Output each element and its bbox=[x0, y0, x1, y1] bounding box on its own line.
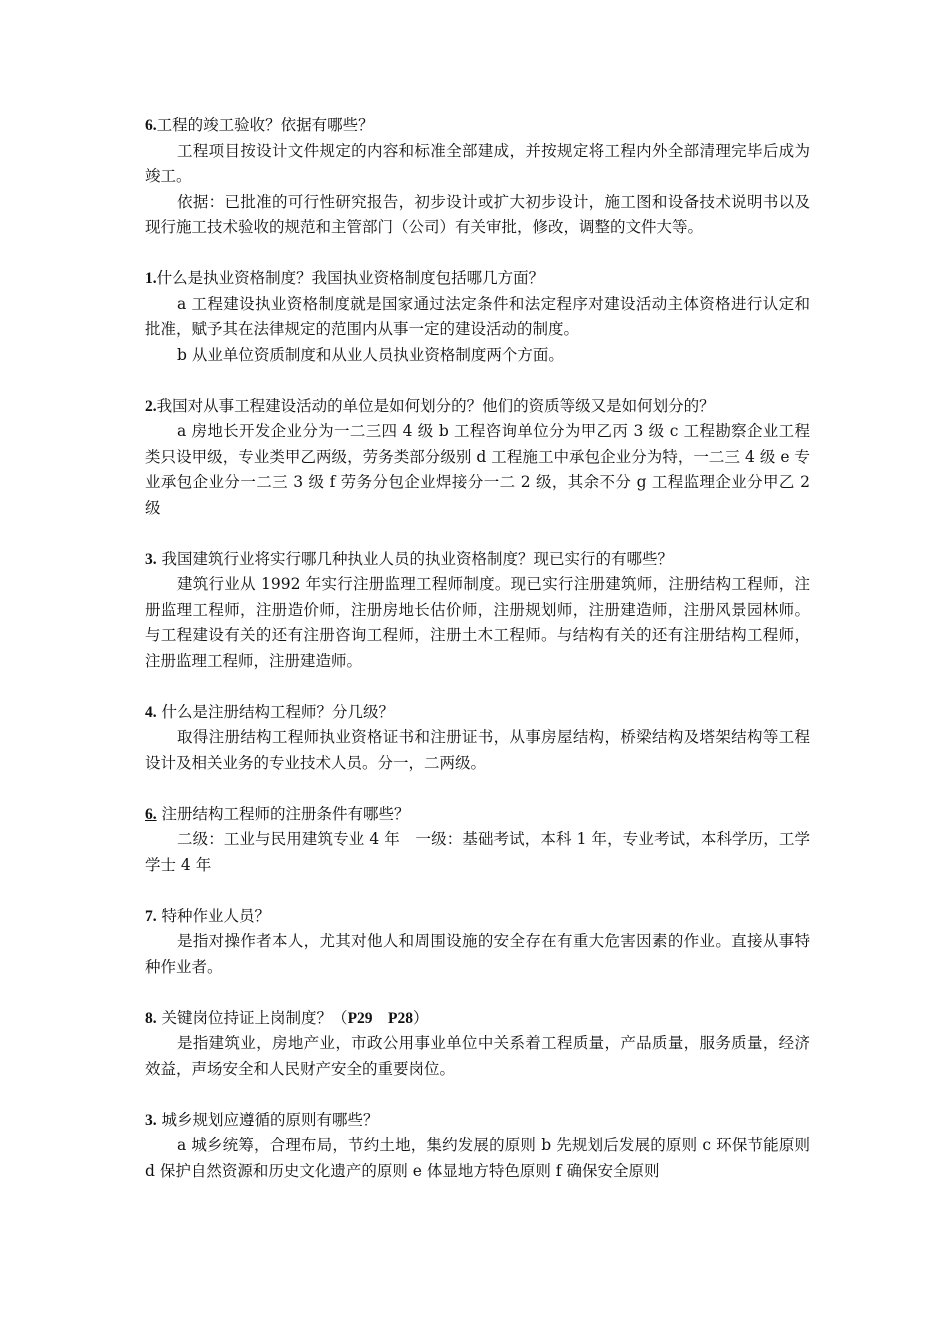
question-number: 3. bbox=[145, 550, 157, 568]
answer-paragraph: 建筑行业从 1992 年实行注册监理工程师制度。现已实行注册建筑师，注册结构工程师，注册监理工程师，注册造价师，注册房地长估价师，注册规划师，注册建造师，注册风景园林师。与工程建设有关的还有注册咨询工程师，注册土木工程师。与结构有关的还有注册结构工程师，注册监理工程师，注册建造师。 bbox=[145, 575, 810, 670]
question-heading bbox=[145, 266, 810, 292]
section-key-positions bbox=[145, 1006, 810, 1083]
question-heading bbox=[145, 547, 810, 573]
section-registration-conditions bbox=[145, 802, 810, 879]
question-heading bbox=[145, 113, 810, 139]
section-planning-principles bbox=[145, 1108, 810, 1185]
section-qualification-system bbox=[145, 266, 810, 368]
question-text: 关键岗位持证上岗制度？（ bbox=[156, 1008, 348, 1027]
section-unit-classification bbox=[145, 394, 810, 522]
question-heading bbox=[145, 1108, 810, 1134]
section-structural-engineer bbox=[145, 700, 810, 777]
question-number: 8. bbox=[145, 1009, 157, 1027]
question-text: 我国建筑行业将实行哪几种执业人员的执业资格制度？现已实行的有哪些？ bbox=[156, 549, 674, 568]
question-heading bbox=[145, 802, 810, 828]
question-number: 6. bbox=[145, 805, 157, 823]
answer-paragraph: 依据：已批准的可行性研究报告，初步设计或扩大初步设计，施工图和设备技术说明书以及现行施工技术验收的规范和主管部门（公司）有关审批，修改，调整的文件大等。 bbox=[145, 192, 810, 236]
answer-paragraph: a 工程建设执业资格制度就是国家通过法定条件和法定程序对建设活动主体资格进行认定和批准，赋予其在法律规定的范围内从事一定的建设活动的制度。 bbox=[145, 294, 810, 338]
document-page bbox=[145, 113, 810, 1210]
page-reference: P29 P28 bbox=[347, 1009, 413, 1027]
question-number: 7. bbox=[145, 907, 157, 925]
question-number: 3. bbox=[145, 1111, 157, 1129]
question-text-end: ） bbox=[413, 1008, 429, 1027]
answer-paragraph: b 从业单位资质制度和从业人员执业资格制度两个方面。 bbox=[177, 345, 564, 364]
question-heading bbox=[145, 700, 810, 726]
answer-paragraph: a 房地长开发企业分为一二三四 4 级 b 工程咨询单位分为甲乙丙 3 级 c 工程勘察企业工程类只设甲级，专业类甲乙两级，劳务类部分级别 d 工程施工中承包企业分为特，一二三 4 级 e 专业承包企业分一二三 3 级 f 劳务分包企业焊接分一二 2 级，其余不分 g 工程监理企业分甲乙 2 级 bbox=[145, 422, 810, 517]
question-text: 什么是执业资格制度？我国执业资格制度包括哪几方面？ bbox=[156, 269, 545, 287]
question-number: 6. bbox=[145, 117, 157, 134]
section-practitioner-qualifications bbox=[145, 547, 810, 675]
question-text: 什么是注册结构工程师？分几级？ bbox=[156, 702, 395, 721]
question-number: 2. bbox=[145, 397, 157, 415]
answer-paragraph: a 城乡统筹，合理布局，节约土地，集约发展的原则 b 先规划后发展的原则 c 环保节能原则 d 保护自然资源和历史文化遗产的原则 e 体显地方特色原则 f 确保安全原则 bbox=[145, 1136, 810, 1180]
section-special-operators bbox=[145, 904, 810, 981]
question-heading bbox=[145, 904, 810, 930]
question-text: 注册结构工程师的注册条件有哪些？ bbox=[156, 804, 410, 823]
question-number: 4. bbox=[145, 703, 157, 721]
question-number: 1. bbox=[145, 270, 157, 287]
section-completion-acceptance bbox=[145, 113, 810, 241]
question-text: 城乡规划应遵循的原则有哪些？ bbox=[156, 1110, 379, 1129]
answer-paragraph: 取得注册结构工程师执业资格证书和注册证书，从事房屋结构，桥梁结构及塔架结构等工程设计及相关业务的专业技术人员。分一，二两级。 bbox=[145, 728, 810, 772]
answer-paragraph: 是指建筑业，房地产业，市政公用事业单位中关系着工程质量，产品质量，服务质量，经济效益，声场安全和人民财产安全的重要岗位。 bbox=[145, 1034, 810, 1078]
answer-paragraph: 工程项目按设计文件规定的内容和标准全部建成，并按规定将工程内外全部清理完毕后成为竣工。 bbox=[145, 141, 810, 185]
question-heading bbox=[145, 394, 810, 420]
answer-paragraph: 是指对操作者本人，尤其对他人和周围设施的安全存在有重大危害因素的作业。直接从事特种作业者。 bbox=[145, 932, 810, 976]
question-text: 特种作业人员？ bbox=[156, 906, 271, 925]
question-heading bbox=[145, 1006, 810, 1032]
question-text: 我国对从事工程建设活动的单位是如何划分的？他们的资质等级又是如何划分的？ bbox=[156, 396, 715, 415]
answer-paragraph: 二级：工业与民用建筑专业 4 年 一级：基础考试，本科 1 年，专业考试，本科学历，工学学士 4 年 bbox=[145, 830, 810, 874]
question-text: 工程的竣工验收？依据有哪些？ bbox=[156, 116, 374, 134]
